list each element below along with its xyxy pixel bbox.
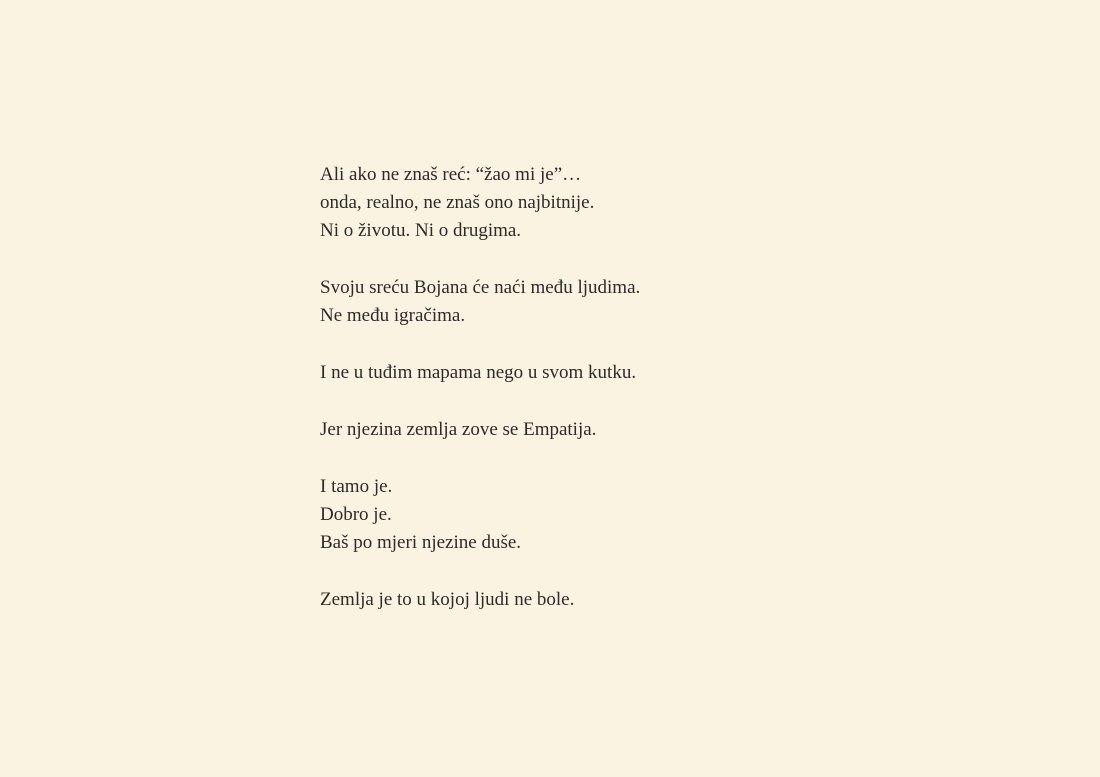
stanza xyxy=(320,161,1020,245)
poem-line: onda, realno, ne znaš ono najbitnije. xyxy=(320,192,595,213)
stanza xyxy=(320,359,1020,387)
poem-line: Svoju sreću Bojana će naći među ljudima. xyxy=(320,277,641,298)
poem-line: I ne u tuđim mapama nego u svom kutku. xyxy=(320,362,637,383)
poem-line: I tamo je. xyxy=(320,476,393,497)
poem-line: Ni o životu. Ni o drugima. xyxy=(320,220,522,241)
poem-line: Ali ako ne znaš reć: “žao mi je”… xyxy=(320,164,582,185)
poem-line: Jer njezina zemlja zove se Empatija. xyxy=(320,419,597,440)
stanza xyxy=(320,473,1020,557)
poem-line: Ne među igračima. xyxy=(320,305,466,326)
stanza xyxy=(320,586,1020,614)
poem-line: Zemlja je to u kojoj ljudi ne bole. xyxy=(320,589,575,610)
stanza xyxy=(320,274,1020,330)
poem-line: Baš po mjeri njezine duše. xyxy=(320,532,522,553)
poem-line: Dobro je. xyxy=(320,504,392,525)
poem-text xyxy=(320,161,1020,643)
stanza xyxy=(320,416,1020,444)
